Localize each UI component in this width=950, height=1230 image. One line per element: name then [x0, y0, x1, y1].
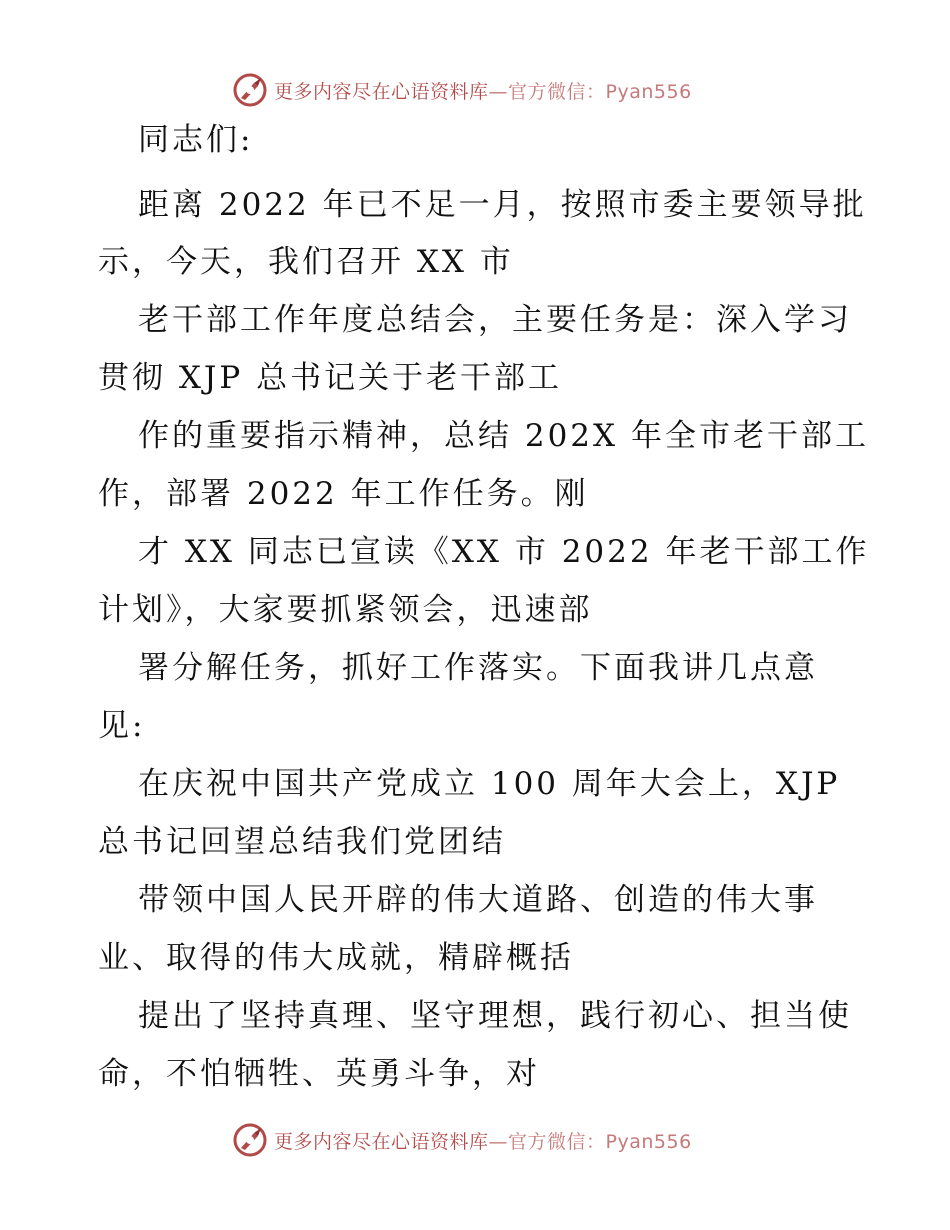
body-line: 作，部署 2022 年工作任务。刚 [98, 476, 589, 512]
body-line: 距离 2022 年已不足一月，按照市委主要领导批 [138, 187, 867, 223]
header-watermark-banner [232, 70, 752, 110]
header-watermark-main: 更多内容尽在心语资料库 [274, 80, 489, 103]
header-watermark-text [274, 77, 692, 104]
quill-logo-icon [232, 1122, 268, 1158]
body-line: 同志们: [138, 122, 254, 158]
footer-watermark-tail: —官方微信：Pyan556 [488, 1130, 692, 1153]
body-line: 在庆祝中国共产党成立 100 周年大会上，XJP [138, 766, 841, 802]
quill-logo-icon [232, 72, 268, 108]
body-line: 业、取得的伟大成就，精辟概括 [98, 940, 574, 976]
body-line: 才 XX 同志已宣读《XX 市 2022 年老干部工作 [138, 534, 870, 570]
body-line: 提出了坚持真理、坚守理想，践行初心、担当使 [138, 998, 852, 1034]
body-line: 总书记回望总结我们党团结 [98, 824, 506, 860]
body-line: 老干部工作年度总结会，主要任务是：深入学习 [138, 302, 852, 338]
header-watermark-tail: —官方微信：Pyan556 [488, 80, 692, 103]
body-line: 贯彻 XJP 总书记关于老干部工 [98, 360, 563, 396]
footer-watermark-banner [232, 1120, 752, 1160]
body-line: 见: [98, 708, 146, 744]
body-line: 命，不怕牺牲、英勇斗争，对 [98, 1056, 540, 1092]
footer-watermark-main: 更多内容尽在心语资料库 [274, 1130, 489, 1153]
footer-watermark-text [274, 1127, 692, 1154]
body-line: 示，今天，我们召开 XX 市 [98, 244, 514, 280]
body-line: 作的重要指示精神，总结 202X 年全市老干部工 [138, 418, 869, 454]
body-line: 署分解任务，抓好工作落实。下面我讲几点意 [138, 650, 818, 686]
body-line: 计划》，大家要抓紧领会，迅速部 [98, 592, 593, 628]
body-line: 带领中国人民开辟的伟大道路、创造的伟大事 [138, 882, 818, 918]
